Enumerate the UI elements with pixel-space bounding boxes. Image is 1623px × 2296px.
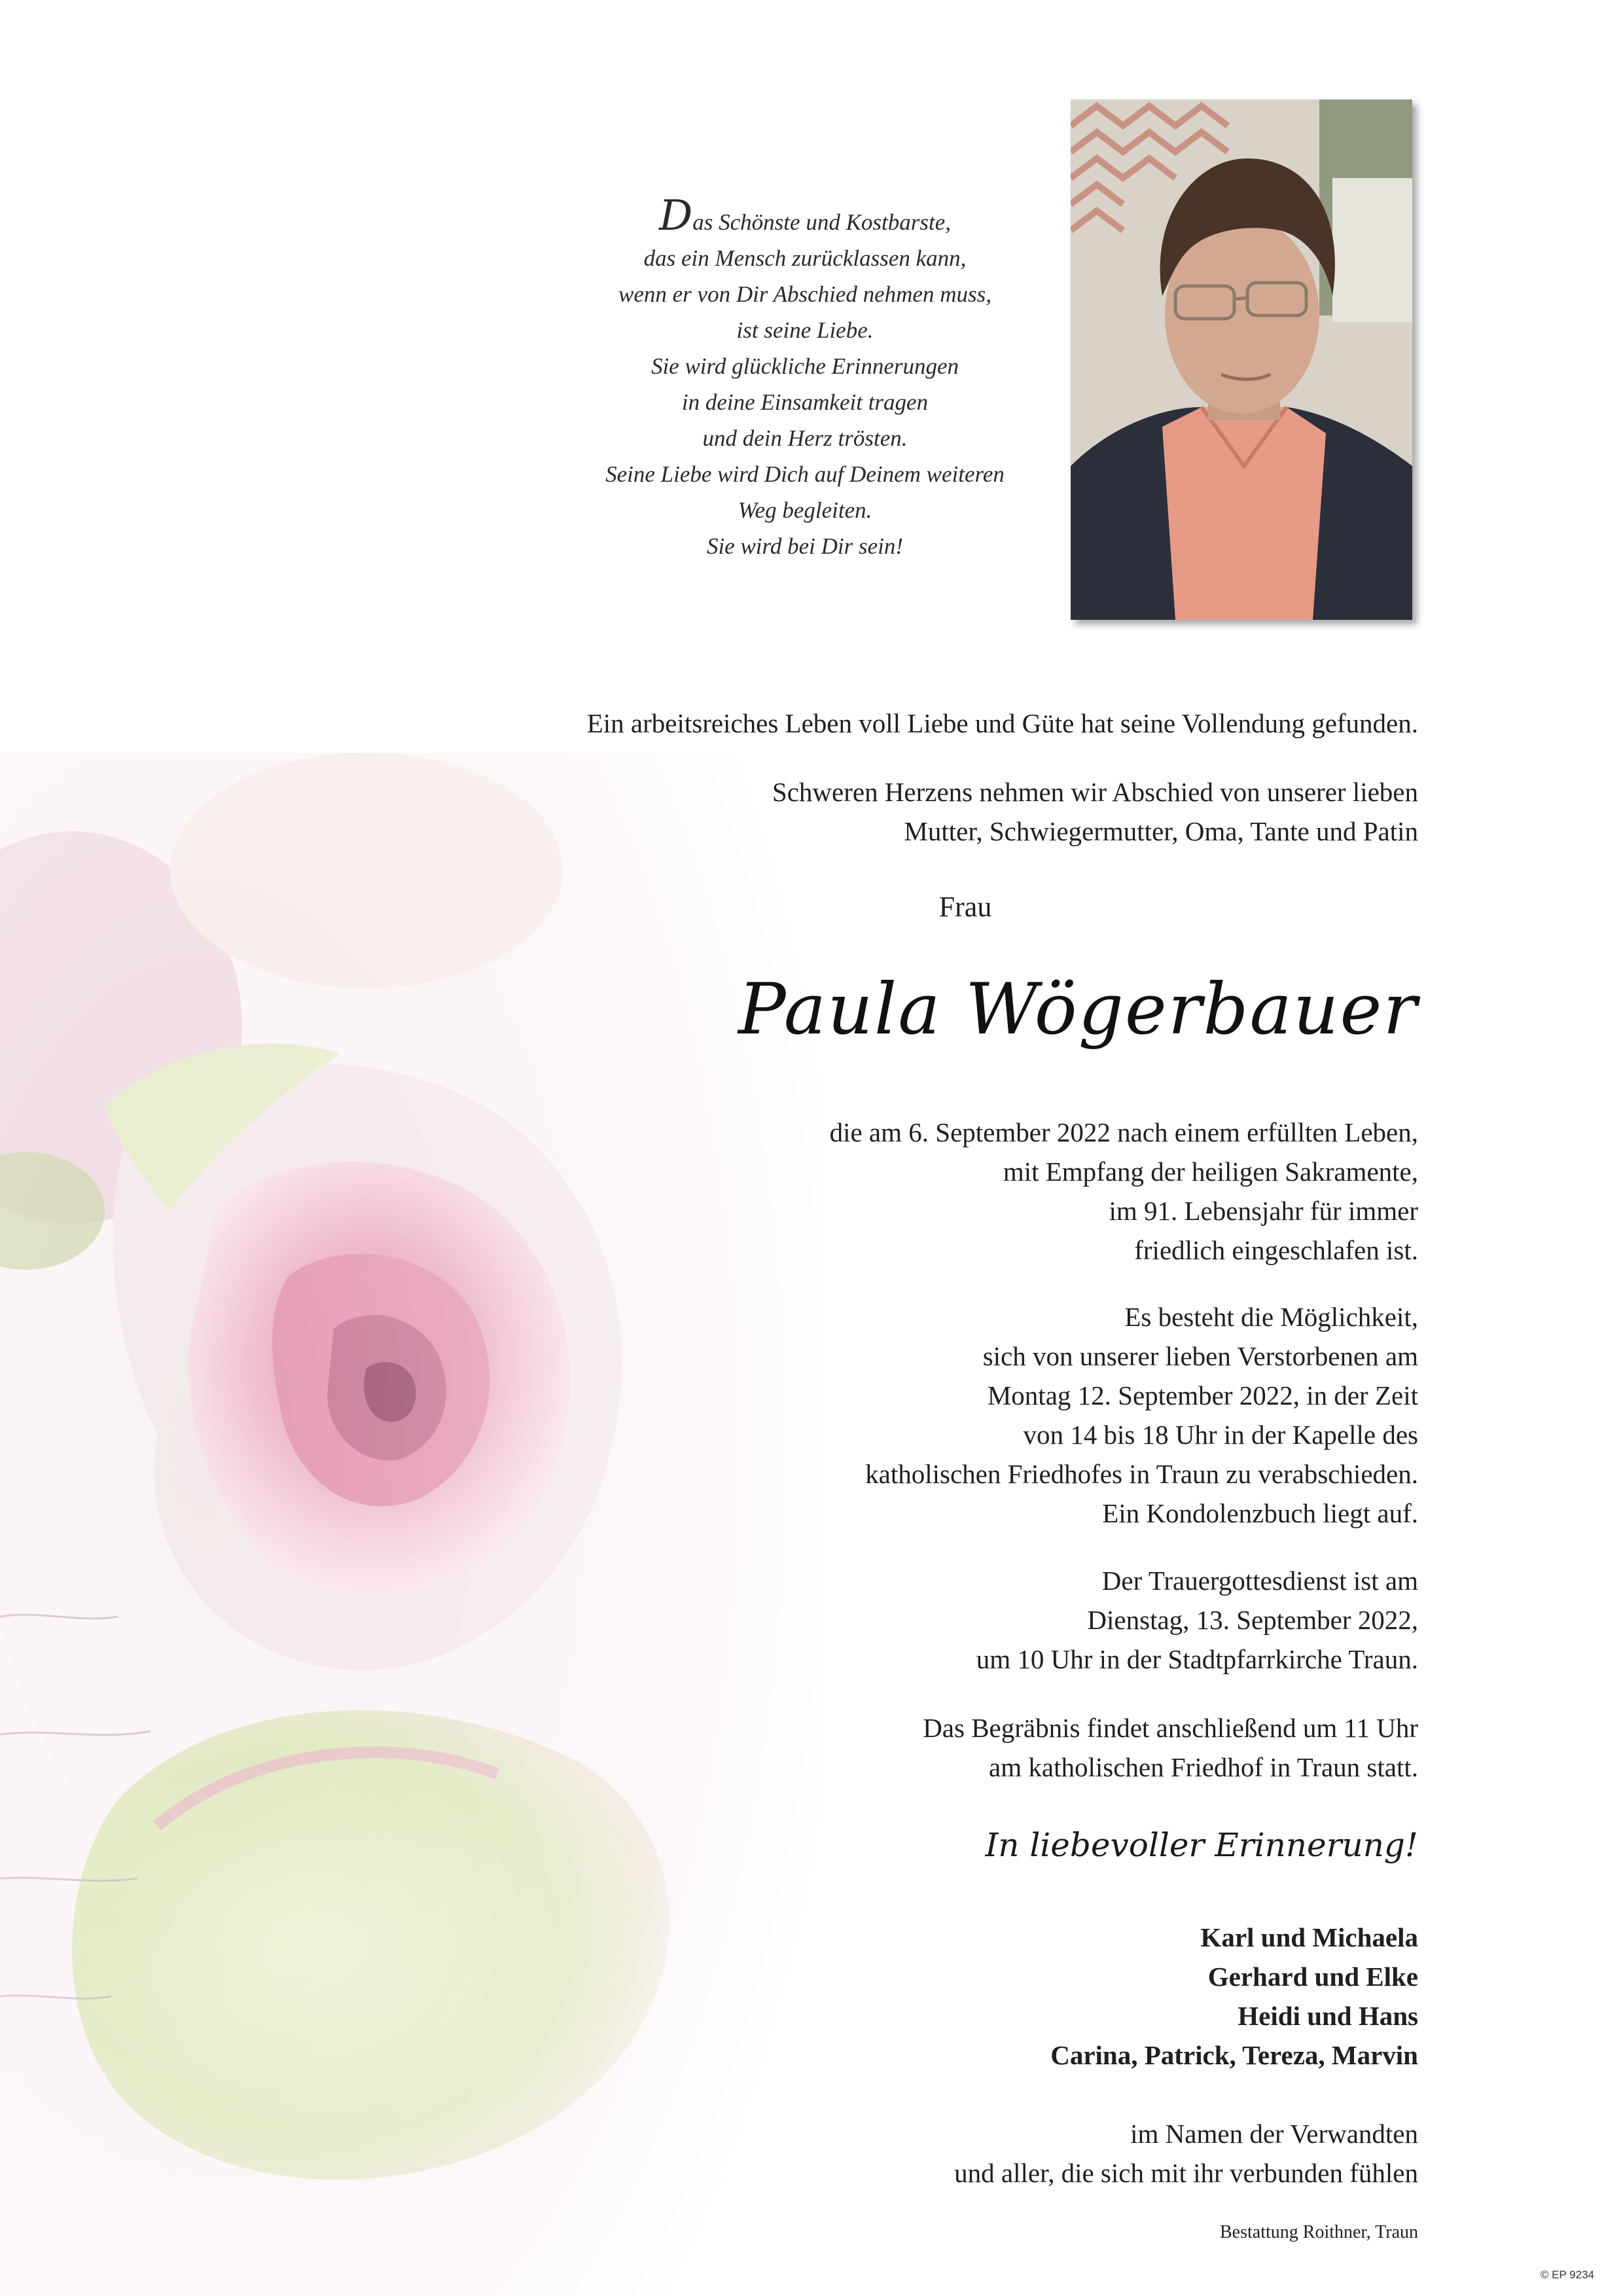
poem-initial: D xyxy=(658,192,693,240)
service-line: Dienstag, 13. September 2022, xyxy=(1087,1605,1418,1635)
burial-line: am katholischen Friedhof in Traun statt. xyxy=(989,1752,1418,1782)
viewing-line: sich von unserer lieben Verstorbenen am xyxy=(982,1341,1418,1371)
service-line: Der Trauergottesdienst ist am xyxy=(1101,1566,1418,1596)
poem-first-line-text: as Schönste und Kostbarste, xyxy=(692,209,952,235)
viewing-line: Ein Kondolenzbuch liegt auf. xyxy=(1102,1498,1418,1528)
poem-line: Weg begleiten. xyxy=(738,497,872,523)
farewell-text xyxy=(772,772,1418,851)
poem-line: Sie wird glückliche Erinnerungen xyxy=(651,353,959,379)
mourners-list xyxy=(1050,1918,1418,2075)
intro-text xyxy=(587,704,1418,743)
viewing-line: katholischen Friedhofes in Traun zu verabschieden. xyxy=(865,1459,1418,1489)
death-notice xyxy=(830,1113,1418,1270)
service-line: um 10 Uhr in der Stadtpfarrkirche Traun. xyxy=(976,1644,1418,1674)
death-notice-line: im 91. Lebensjahr für immer xyxy=(1109,1196,1418,1226)
poem-line: Seine Liebe wird Dich auf Deinem weiteren xyxy=(605,461,1005,487)
mourner-line: Heidi und Hans xyxy=(1238,2001,1418,2031)
burial-line: Das Begräbnis findet anschließend um 11 Uhr xyxy=(923,1713,1418,1743)
closing-text xyxy=(954,2114,1418,2193)
undertaker-credit: Bestattung Roithner, Traun xyxy=(1220,2222,1418,2242)
mourner-line: Carina, Patrick, Tereza, Marvin xyxy=(1050,2040,1418,2070)
salutation xyxy=(638,888,1293,927)
remembrance-heading: In liebevoller Erinnerung! xyxy=(985,1826,1418,1864)
portrait-photo xyxy=(1071,99,1412,620)
intro-line: Ein arbeitsreiches Leben voll Liebe und Güte hat seine Vollendung gefunden. xyxy=(586,708,1418,738)
print-code: © EP 9234 xyxy=(1540,2269,1594,2281)
poem-line: und dein Herz trösten. xyxy=(702,425,908,451)
death-notice-line: friedlich eingeschlafen ist. xyxy=(1134,1235,1418,1265)
salutation-text: Frau xyxy=(938,891,992,923)
death-notice-line: mit Empfang der heiligen Sakramente, xyxy=(1003,1157,1418,1187)
closing-line: im Namen der Verwandten xyxy=(1130,2119,1418,2149)
burial-info xyxy=(923,1708,1418,1787)
poem-line: in deine Einsamkeit tragen xyxy=(681,389,929,415)
poem-line: ist seine Liebe. xyxy=(736,317,874,343)
mourner-line: Gerhard und Elke xyxy=(1207,1962,1418,1992)
viewing-line: Montag 12. September 2022, in der Zeit xyxy=(987,1380,1418,1410)
death-notice-line: die am 6. September 2022 nach einem erfüllten Leben, xyxy=(829,1117,1418,1147)
viewing-line: von 14 bis 18 Uhr in der Kapelle des xyxy=(1023,1420,1418,1450)
viewing-line: Es besteht die Möglichkeit, xyxy=(1124,1302,1418,1332)
viewing-info xyxy=(865,1297,1418,1533)
poem xyxy=(510,192,1099,564)
poem-first-line xyxy=(510,192,1099,240)
poem-line: wenn er von Dir Abschied nehmen muss, xyxy=(618,281,991,307)
closing-line: und aller, die sich mit ihr verbunden fühlen xyxy=(954,2158,1418,2188)
poem-line: das ein Mensch zurücklassen kann, xyxy=(643,245,967,271)
farewell-line: Schweren Herzens nehmen wir Abschied von unserer lieben xyxy=(772,777,1418,807)
deceased-name: Paula Wögerbauer xyxy=(738,969,1418,1050)
farewell-line: Mutter, Schwiegermutter, Oma, Tante und Patin xyxy=(904,816,1418,846)
service-info xyxy=(976,1561,1418,1679)
mourner-line: Karl und Michaela xyxy=(1200,1922,1418,1952)
poem-line: Sie wird bei Dir sein! xyxy=(706,533,904,559)
rose-background-image xyxy=(0,753,818,2296)
